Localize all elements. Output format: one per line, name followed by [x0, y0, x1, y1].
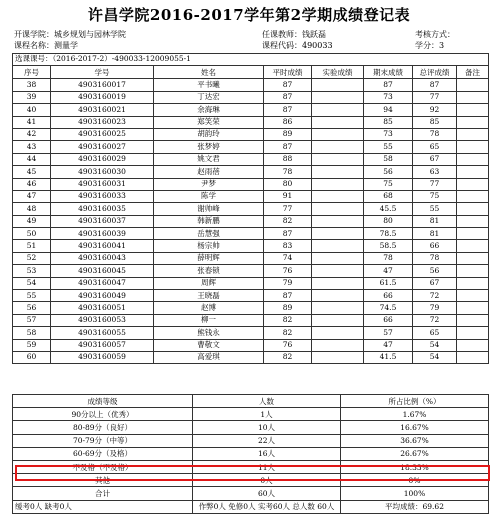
cell-index: 43: [13, 141, 51, 153]
cell-lab-score: [312, 240, 364, 252]
header-name: 姓名: [154, 66, 264, 79]
cell-regular-score: 89: [264, 128, 312, 140]
grade-rows: [13, 79, 489, 364]
table-row: [13, 104, 489, 116]
table-row: [13, 203, 489, 215]
cell-total-score: 67: [413, 277, 457, 289]
cell-final-score: 58.5: [364, 240, 413, 252]
footer-average: 平均成绩：69.62: [341, 500, 489, 513]
cell-regular-score: 78: [264, 166, 312, 178]
cell-total-score: 54: [413, 351, 457, 363]
cell-lab-score: [312, 153, 364, 165]
summary-table: [12, 394, 489, 514]
table-row: [13, 240, 489, 252]
header-index: 序号: [13, 66, 51, 79]
summary-header-grade: 成绩等级: [13, 395, 193, 408]
course-name-label: 课程名称：测量学: [14, 41, 78, 50]
summary-count: 22人: [193, 434, 341, 447]
cell-regular-score: 86: [264, 116, 312, 128]
summary-ratio: 100%: [341, 487, 489, 500]
cell-total-score: 72: [413, 314, 457, 326]
cell-student-id: 4903160049: [51, 290, 154, 302]
cell-name: 姚文君: [154, 153, 264, 165]
summary-grade: 合计: [13, 487, 193, 500]
cell-final-score: 41.5: [364, 351, 413, 363]
cell-regular-score: 82: [264, 215, 312, 227]
cell-student-id: 4903160025: [51, 128, 154, 140]
cell-student-id: 4903160033: [51, 190, 154, 202]
cell-regular-score: 74: [264, 252, 312, 264]
cell-lab-score: [312, 79, 364, 91]
summary-count: 60人: [193, 487, 341, 500]
summary-row: [13, 447, 489, 460]
table-row: [13, 153, 489, 165]
summary-grade: 其他: [13, 474, 193, 487]
cell-total-score: 92: [413, 104, 457, 116]
cell-student-id: 4903160019: [51, 91, 154, 103]
cell-name: 丁达宏: [154, 91, 264, 103]
cell-remarks: [457, 141, 489, 153]
cell-name: 赵雨蓓: [154, 166, 264, 178]
cell-total-score: 54: [413, 339, 457, 351]
cell-name: 胡韵玲: [154, 128, 264, 140]
header-regular-score: 平时成绩: [264, 66, 312, 79]
cell-regular-score: 82: [264, 351, 312, 363]
cell-lab-score: [312, 314, 364, 326]
cell-student-id: 4903160029: [51, 153, 154, 165]
cell-index: 53: [13, 265, 51, 277]
cell-index: 39: [13, 91, 51, 103]
cell-remarks: [457, 290, 489, 302]
cell-student-id: 4903160021: [51, 104, 154, 116]
table-row: [13, 190, 489, 202]
summary-header-count: 人数: [193, 395, 341, 408]
cell-lab-score: [312, 91, 364, 103]
cell-name: 谢帅峰: [154, 203, 264, 215]
credit-label: 学分：3: [415, 41, 445, 50]
cell-name: 岳慧强: [154, 228, 264, 240]
cell-remarks: [457, 91, 489, 103]
table-row: [13, 116, 489, 128]
cell-lab-score: [312, 327, 364, 339]
cell-index: 40: [13, 104, 51, 116]
cell-name: 周辉: [154, 277, 264, 289]
cell-index: 45: [13, 166, 51, 178]
cell-remarks: [457, 128, 489, 140]
cell-final-score: 57: [364, 327, 413, 339]
cell-index: 49: [13, 215, 51, 227]
cell-total-score: 75: [413, 190, 457, 202]
cell-name: 张春锁: [154, 265, 264, 277]
cell-final-score: 94: [364, 104, 413, 116]
cell-remarks: [457, 351, 489, 363]
summary-header-ratio: 所占比例（%）: [341, 395, 489, 408]
cell-total-score: 77: [413, 178, 457, 190]
cell-lab-score: [312, 190, 364, 202]
exam-method-label: 考核方式：: [415, 30, 455, 39]
table-row: [13, 228, 489, 240]
cell-final-score: 55: [364, 141, 413, 153]
table-row: [13, 314, 489, 326]
table-row: [13, 265, 489, 277]
cell-regular-score: 87: [264, 104, 312, 116]
summary-footer-row: [13, 500, 489, 513]
cell-lab-score: [312, 252, 364, 264]
cell-index: 38: [13, 79, 51, 91]
cell-remarks: [457, 116, 489, 128]
cell-regular-score: 88: [264, 153, 312, 165]
cell-regular-score: 79: [264, 277, 312, 289]
cell-regular-score: 77: [264, 203, 312, 215]
table-row: [13, 215, 489, 227]
summary-row: [13, 408, 489, 421]
summary-grade: 90分以上（优秀）: [13, 408, 193, 421]
cell-remarks: [457, 228, 489, 240]
cell-index: 46: [13, 178, 51, 190]
cell-name: 高爱琪: [154, 351, 264, 363]
summary-count: 16人: [193, 447, 341, 460]
summary-grade: 60-69分（及格）: [13, 447, 193, 460]
cell-name: 陈学: [154, 190, 264, 202]
cell-index: 51: [13, 240, 51, 252]
cell-lab-score: [312, 351, 364, 363]
cell-total-score: 56: [413, 265, 457, 277]
table-row: [13, 252, 489, 264]
cell-total-score: 81: [413, 215, 457, 227]
cell-total-score: 87: [413, 79, 457, 91]
table-row: [13, 79, 489, 91]
footer-counts: 作弊0人 免修0人 实考60人 总人数 60人: [193, 500, 341, 513]
cell-final-score: 80: [364, 215, 413, 227]
cell-final-score: 85: [364, 116, 413, 128]
cell-total-score: 85: [413, 116, 457, 128]
cell-lab-score: [312, 128, 364, 140]
cell-lab-score: [312, 290, 364, 302]
cell-final-score: 78: [364, 252, 413, 264]
table-row: [13, 166, 489, 178]
cell-name: 熊钱永: [154, 327, 264, 339]
header-total-score: 总评成绩: [413, 66, 457, 79]
cell-student-id: 4903160051: [51, 302, 154, 314]
summary-count: 10人: [193, 421, 341, 434]
cell-lab-score: [312, 228, 364, 240]
cell-regular-score: 89: [264, 302, 312, 314]
cell-index: 52: [13, 252, 51, 264]
cell-student-id: 4903160027: [51, 141, 154, 153]
cell-remarks: [457, 327, 489, 339]
cell-final-score: 58: [364, 153, 413, 165]
cell-name: 杨宗帅: [154, 240, 264, 252]
cell-final-score: 61.5: [364, 277, 413, 289]
cell-index: 50: [13, 228, 51, 240]
cell-name: 平书曦: [154, 79, 264, 91]
cell-total-score: 55: [413, 203, 457, 215]
cell-remarks: [457, 240, 489, 252]
selection-code: 选课课号：（2016-2017-2）-490033-12009055-1: [13, 54, 489, 66]
cell-name: 柳一: [154, 314, 264, 326]
cell-name: 赵博: [154, 302, 264, 314]
cell-remarks: [457, 302, 489, 314]
cell-lab-score: [312, 166, 364, 178]
cell-total-score: 65: [413, 327, 457, 339]
cell-name: 张梦婷: [154, 141, 264, 153]
summary-ratio: 26.67%: [341, 447, 489, 460]
cell-total-score: 66: [413, 240, 457, 252]
cell-remarks: [457, 178, 489, 190]
header-remarks: 备注: [457, 66, 489, 79]
cell-final-score: 56: [364, 166, 413, 178]
cell-index: 42: [13, 128, 51, 140]
selection-code-row: [13, 54, 489, 66]
cell-remarks: [457, 265, 489, 277]
summary-row: [13, 487, 489, 500]
cell-student-id: 4903160055: [51, 327, 154, 339]
cell-remarks: [457, 153, 489, 165]
summary-grade: 70-79分（中等）: [13, 434, 193, 447]
teacher-label: 任课教师：钱跃磊: [262, 30, 326, 39]
cell-student-id: 4903160057: [51, 339, 154, 351]
cell-regular-score: 87: [264, 290, 312, 302]
cell-name: 曹敬文: [154, 339, 264, 351]
summary-grade: 不及格（不及格）: [13, 460, 193, 473]
cell-index: 54: [13, 277, 51, 289]
cell-student-id: 4903160031: [51, 178, 154, 190]
cell-index: 47: [13, 190, 51, 202]
cell-regular-score: 87: [264, 141, 312, 153]
cell-student-id: 4903160023: [51, 116, 154, 128]
summary-rows: [13, 408, 489, 500]
table-row: [13, 290, 489, 302]
cell-name: 余海琳: [154, 104, 264, 116]
cell-remarks: [457, 314, 489, 326]
summary-count: 1人: [193, 408, 341, 421]
cell-regular-score: 87: [264, 228, 312, 240]
cell-remarks: [457, 215, 489, 227]
cell-index: 55: [13, 290, 51, 302]
summary-ratio: 0%: [341, 474, 489, 487]
cell-name: 薛明辉: [154, 252, 264, 264]
cell-student-id: 4903160053: [51, 314, 154, 326]
header-student-id: 学号: [51, 66, 154, 79]
cell-final-score: 66: [364, 290, 413, 302]
table-row: [13, 91, 489, 103]
cell-lab-score: [312, 215, 364, 227]
cell-student-id: 4903160017: [51, 79, 154, 91]
cell-index: 59: [13, 339, 51, 351]
cell-final-score: 47: [364, 339, 413, 351]
header-lab-score: 实验成绩: [312, 66, 364, 79]
page-title: 许昌学院2016-2017学年第2学期成绩登记表: [87, 6, 411, 24]
cell-lab-score: [312, 339, 364, 351]
cell-lab-score: [312, 178, 364, 190]
cell-lab-score: [312, 104, 364, 116]
cell-index: 58: [13, 327, 51, 339]
cell-total-score: 63: [413, 166, 457, 178]
cell-lab-score: [312, 116, 364, 128]
dept-label: 开课学院：城乡规划与园林学院: [14, 30, 126, 39]
cell-final-score: 78.5: [364, 228, 413, 240]
cell-remarks: [457, 166, 489, 178]
cell-final-score: 73: [364, 128, 413, 140]
cell-student-id: 4903160041: [51, 240, 154, 252]
table-header-row: [13, 66, 489, 79]
table-row: [13, 128, 489, 140]
cell-final-score: 75: [364, 178, 413, 190]
table-row: [13, 141, 489, 153]
cell-final-score: 45.5: [364, 203, 413, 215]
cell-lab-score: [312, 141, 364, 153]
cell-lab-score: [312, 265, 364, 277]
cell-regular-score: 82: [264, 327, 312, 339]
cell-regular-score: 76: [264, 265, 312, 277]
cell-remarks: [457, 104, 489, 116]
cell-total-score: 72: [413, 290, 457, 302]
cell-final-score: 73: [364, 91, 413, 103]
summary-grade: 80-89分（良好）: [13, 421, 193, 434]
table-row: [13, 302, 489, 314]
cell-final-score: 66: [364, 314, 413, 326]
cell-regular-score: 80: [264, 178, 312, 190]
cell-lab-score: [312, 277, 364, 289]
cell-remarks: [457, 190, 489, 202]
cell-name: 郑笑荣: [154, 116, 264, 128]
summary-row: [13, 421, 489, 434]
cell-remarks: [457, 277, 489, 289]
cell-name: 韩新鹏: [154, 215, 264, 227]
grade-table: [12, 53, 489, 364]
cell-final-score: 47: [364, 265, 413, 277]
cell-student-id: 4903160037: [51, 215, 154, 227]
table-row: [13, 277, 489, 289]
cell-regular-score: 83: [264, 240, 312, 252]
cell-total-score: 81: [413, 228, 457, 240]
summary-row: [13, 434, 489, 447]
cell-student-id: 4903160030: [51, 166, 154, 178]
cell-index: 57: [13, 314, 51, 326]
cell-total-score: 67: [413, 153, 457, 165]
cell-regular-score: 82: [264, 314, 312, 326]
table-row: [13, 339, 489, 351]
cell-student-id: 4903160039: [51, 228, 154, 240]
cell-total-score: 77: [413, 91, 457, 103]
cell-remarks: [457, 339, 489, 351]
cell-index: 44: [13, 153, 51, 165]
cell-student-id: 4903160045: [51, 265, 154, 277]
cell-regular-score: 87: [264, 91, 312, 103]
summary-ratio: 18.33%: [341, 460, 489, 473]
summary-ratio: 36.67%: [341, 434, 489, 447]
cell-final-score: 87: [364, 79, 413, 91]
cell-total-score: 78: [413, 252, 457, 264]
cell-name: 尹梦: [154, 178, 264, 190]
summary-ratio: 16.67%: [341, 421, 489, 434]
cell-remarks: [457, 252, 489, 264]
cell-student-id: 4903160043: [51, 252, 154, 264]
table-row: [13, 178, 489, 190]
cell-student-id: 4903160059: [51, 351, 154, 363]
cell-remarks: [457, 79, 489, 91]
highlight-box: [15, 465, 490, 481]
cell-student-id: 4903160047: [51, 277, 154, 289]
table-row: [13, 351, 489, 363]
cell-index: 48: [13, 203, 51, 215]
cell-total-score: 78: [413, 128, 457, 140]
cell-index: 41: [13, 116, 51, 128]
cell-index: 60: [13, 351, 51, 363]
course-code-label: 课程代码：490033: [262, 41, 333, 50]
header-final-score: 期末成绩: [364, 66, 413, 79]
cell-regular-score: 76: [264, 339, 312, 351]
cell-total-score: 79: [413, 302, 457, 314]
summary-header-row: [13, 395, 489, 408]
cell-total-score: 65: [413, 141, 457, 153]
cell-regular-score: 87: [264, 79, 312, 91]
table-row: [13, 327, 489, 339]
cell-student-id: 4903160035: [51, 203, 154, 215]
cell-remarks: [457, 203, 489, 215]
cell-lab-score: [312, 302, 364, 314]
cell-name: 王晓磊: [154, 290, 264, 302]
cell-final-score: 68: [364, 190, 413, 202]
cell-regular-score: 91: [264, 190, 312, 202]
cell-lab-score: [312, 203, 364, 215]
footer-deferred-absent: 缓考0人 缺考0人: [13, 500, 193, 513]
summary-count: 11人: [193, 460, 341, 473]
cell-final-score: 74.5: [364, 302, 413, 314]
summary-ratio: 1.67%: [341, 408, 489, 421]
cell-index: 56: [13, 302, 51, 314]
summary-count: 0人: [193, 474, 341, 487]
